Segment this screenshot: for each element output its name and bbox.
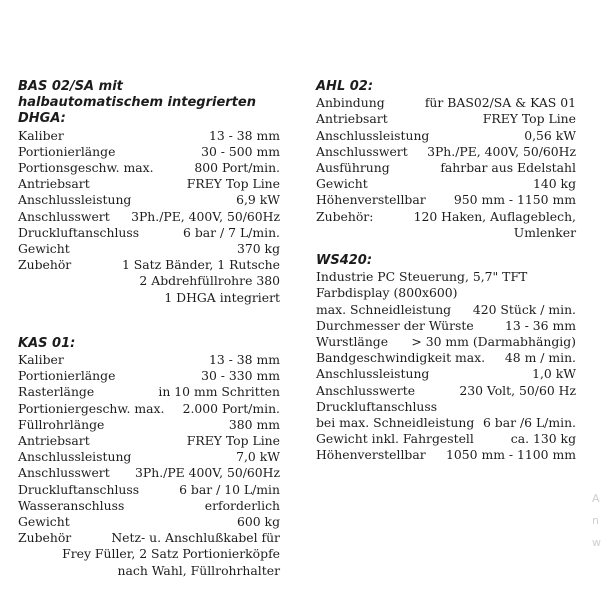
spec-value: 6 bar /6 L/min. xyxy=(482,415,576,431)
spec-row xyxy=(18,417,280,433)
spec-row xyxy=(18,176,280,192)
ws-title: WS420: xyxy=(316,253,373,269)
spec-value: 13 - 38 mm xyxy=(208,127,280,143)
spec-label: Anschlusswert xyxy=(18,208,110,224)
spec-value: 140 kg xyxy=(532,176,576,192)
spec-value: 6 bar / 7 L/min. xyxy=(183,224,280,240)
spec-row xyxy=(316,366,576,382)
spec-label: Portionierlänge xyxy=(18,368,116,384)
spec-value: 600 kg xyxy=(236,514,280,530)
spec-value: 0,56 kW xyxy=(524,127,576,143)
spec-label: Wurstlänge xyxy=(316,334,389,350)
spec-label: Zubehör: xyxy=(316,208,374,224)
spec-row xyxy=(18,128,280,144)
spec-value: 800 Port/min. xyxy=(194,160,280,176)
spec-label: bei max. Schneidleistung xyxy=(316,415,475,431)
ahl-title: AHL 02: xyxy=(316,79,374,94)
spec-label: Anbindung xyxy=(316,95,385,111)
spec-continuation-line: nach Wahl, Füllrohrhalter xyxy=(117,562,280,578)
spec-row xyxy=(316,334,576,350)
spec-row xyxy=(316,415,576,431)
spec-row xyxy=(316,302,576,318)
spec-label: Anschlussleistung xyxy=(18,192,132,208)
spec-row xyxy=(316,111,576,127)
spec-row xyxy=(316,176,576,192)
spec-value: Netz- u. Anschlußkabel für xyxy=(111,530,280,546)
spec-label: Antriebsart xyxy=(18,433,90,449)
spec-row xyxy=(18,449,280,465)
spec-value: 420 Stück / min. xyxy=(472,301,576,317)
ahl-section xyxy=(316,79,576,241)
kas-section xyxy=(18,336,280,579)
spec-label: Anschlussleistung xyxy=(316,366,430,382)
spec-row xyxy=(18,498,280,514)
margin-letter: n xyxy=(592,514,599,527)
kas-spec-list xyxy=(18,352,280,546)
spec-row xyxy=(18,241,280,257)
spec-value: FREY Top Line xyxy=(482,111,576,127)
spec-row xyxy=(316,209,576,225)
spec-label: Höhenverstellbar xyxy=(316,447,426,463)
spec-label: Gewicht xyxy=(316,176,368,192)
spec-label: Zubehör xyxy=(18,257,72,273)
spec-value: 1050 mm - 1100 mm xyxy=(445,447,576,463)
spec-row xyxy=(18,401,280,417)
spec-row xyxy=(316,383,576,399)
spec-value: 13 - 38 mm xyxy=(208,352,280,368)
left-column xyxy=(18,79,280,579)
ws-spec-list-2 xyxy=(316,415,576,464)
spec-value: 13 - 36 mm xyxy=(504,317,576,333)
bas-continuation xyxy=(18,273,280,305)
spec-row xyxy=(316,447,576,463)
spec-value: 1,0 kW xyxy=(532,366,576,382)
spec-row xyxy=(316,128,576,144)
spec-continuation-line: Frey Füller, 2 Satz Portionierköpfe xyxy=(62,546,280,562)
spec-row xyxy=(18,352,280,368)
spec-label: Gewicht xyxy=(18,241,70,257)
spec-value: 950 mm - 1150 mm xyxy=(453,192,576,208)
spec-value: 120 Haken, Auflageblech, xyxy=(413,208,576,224)
spec-row xyxy=(316,318,576,334)
spec-continuation-line: 2 Abdrehfüllrohre 380 xyxy=(139,273,280,289)
spec-value: 30 - 500 mm xyxy=(201,143,280,159)
spec-label: max. Schneidleistung xyxy=(316,301,452,317)
spec-label: Antriebsart xyxy=(18,176,90,192)
spec-row xyxy=(316,144,576,160)
ws-intro: Industrie PC Steuerung, 5,7" TFT Farbdisplay (800x600) xyxy=(316,269,528,301)
bas-title-line1: BAS 02/SA mit xyxy=(18,79,123,94)
right-column xyxy=(316,79,576,464)
spec-value: 3Ph./PE 400V, 50/60Hz xyxy=(135,465,280,481)
spec-label: Füllrohrlänge xyxy=(18,416,105,432)
spec-value: 7,0 kW xyxy=(236,449,280,465)
spec-label: Kaliber xyxy=(18,352,64,368)
spec-label: Wasseranschluss xyxy=(18,497,125,513)
spec-label: Anschlusswert xyxy=(316,143,408,159)
ahl-continuation xyxy=(316,225,576,241)
bas-spec-list xyxy=(18,128,280,274)
spec-label: Ausführung xyxy=(316,160,390,176)
spec-label: Durchmesser der Würste xyxy=(316,317,474,333)
spec-value: FREY Top Line xyxy=(186,176,280,192)
spec-value: 3Ph./PE, 400V, 50/60Hz xyxy=(427,143,576,159)
spec-value: 1 Satz Bänder, 1 Rutsche xyxy=(121,257,280,273)
spec-row xyxy=(18,257,280,273)
spec-value: FREY Top Line xyxy=(186,433,280,449)
spec-row xyxy=(316,95,576,111)
spec-value: 370 kg xyxy=(236,241,280,257)
spec-label: Anschlusswerte xyxy=(316,382,416,398)
spec-value: fahrbar aus Edelstahl xyxy=(440,160,576,176)
spec-value: 48 m / min. xyxy=(504,350,576,366)
spec-row xyxy=(18,433,280,449)
spec-row xyxy=(18,384,280,400)
spec-row xyxy=(18,144,280,160)
spec-row xyxy=(18,514,280,530)
cut-off-margin-text xyxy=(592,488,602,554)
margin-letter: w xyxy=(592,536,601,549)
spec-row xyxy=(18,482,280,498)
spec-value: 6,9 kW xyxy=(236,192,280,208)
spec-label: Höhenverstellbar xyxy=(316,192,426,208)
spec-row xyxy=(316,431,576,447)
kas-continuation xyxy=(18,546,280,578)
spec-label: Gewicht inkl. Fahrgestell xyxy=(316,431,474,447)
spec-label: Anschlusswert xyxy=(18,465,110,481)
spec-label: Kaliber xyxy=(18,127,64,143)
spec-value: 3Ph./PE, 400V, 50/60Hz xyxy=(131,208,280,224)
spec-row xyxy=(316,350,576,366)
spec-value: 230 Volt, 50/60 Hz xyxy=(459,382,576,398)
spec-value: 30 - 330 mm xyxy=(201,368,280,384)
ws-druckluft-label: Druckluftanschluss xyxy=(316,398,438,414)
spec-value: 6 bar / 10 L/min xyxy=(179,481,280,497)
spec-label: Gewicht xyxy=(18,514,70,530)
spec-label: Portionsgeschw. max. xyxy=(18,160,154,176)
margin-letter: A xyxy=(592,492,600,505)
spec-continuation-line: Umlenker xyxy=(513,224,576,240)
spec-row xyxy=(316,160,576,176)
spec-value: 380 mm xyxy=(228,416,280,432)
spec-value: ca. 130 kg xyxy=(510,431,576,447)
spec-label: Anschlussleistung xyxy=(316,127,430,143)
ahl-spec-list xyxy=(316,95,576,225)
kas-title: KAS 01: xyxy=(18,335,76,351)
bas-section xyxy=(18,79,280,306)
spec-value: in 10 mm Schritten xyxy=(158,384,280,400)
spec-label: Anschlussleistung xyxy=(18,449,132,465)
spec-row xyxy=(18,209,280,225)
spec-row xyxy=(18,368,280,384)
spec-label: Bandgeschwindigkeit max. xyxy=(316,350,486,366)
spec-label: Zubehör xyxy=(18,530,72,546)
spec-row xyxy=(18,160,280,176)
spec-continuation-line: 1 DHGA integriert xyxy=(164,289,280,305)
spec-label: Portionierlänge xyxy=(18,143,116,159)
spec-value: > 30 mm (Darmabhängig) xyxy=(411,334,576,350)
spec-value: für BAS02/SA & KAS 01 xyxy=(424,95,576,111)
spec-label: Druckluftanschluss xyxy=(18,481,140,497)
spec-label: Rasterlänge xyxy=(18,384,95,400)
spec-row xyxy=(18,225,280,241)
spec-value: 2.000 Port/min. xyxy=(182,400,280,416)
spec-label: Druckluftanschluss xyxy=(18,224,140,240)
bas-title-line2: halbautomatischem integrierten DHGA: xyxy=(18,95,256,127)
spec-row xyxy=(18,192,280,208)
spec-value: erforderlich xyxy=(204,497,280,513)
spec-row xyxy=(18,530,280,546)
ws-spec-list xyxy=(316,302,576,399)
spec-row xyxy=(18,465,280,481)
spec-row xyxy=(316,192,576,208)
spec-label: Antriebsart xyxy=(316,111,388,127)
spec-label: Portioniergeschw. max. xyxy=(18,400,165,416)
ws-section xyxy=(316,253,576,464)
